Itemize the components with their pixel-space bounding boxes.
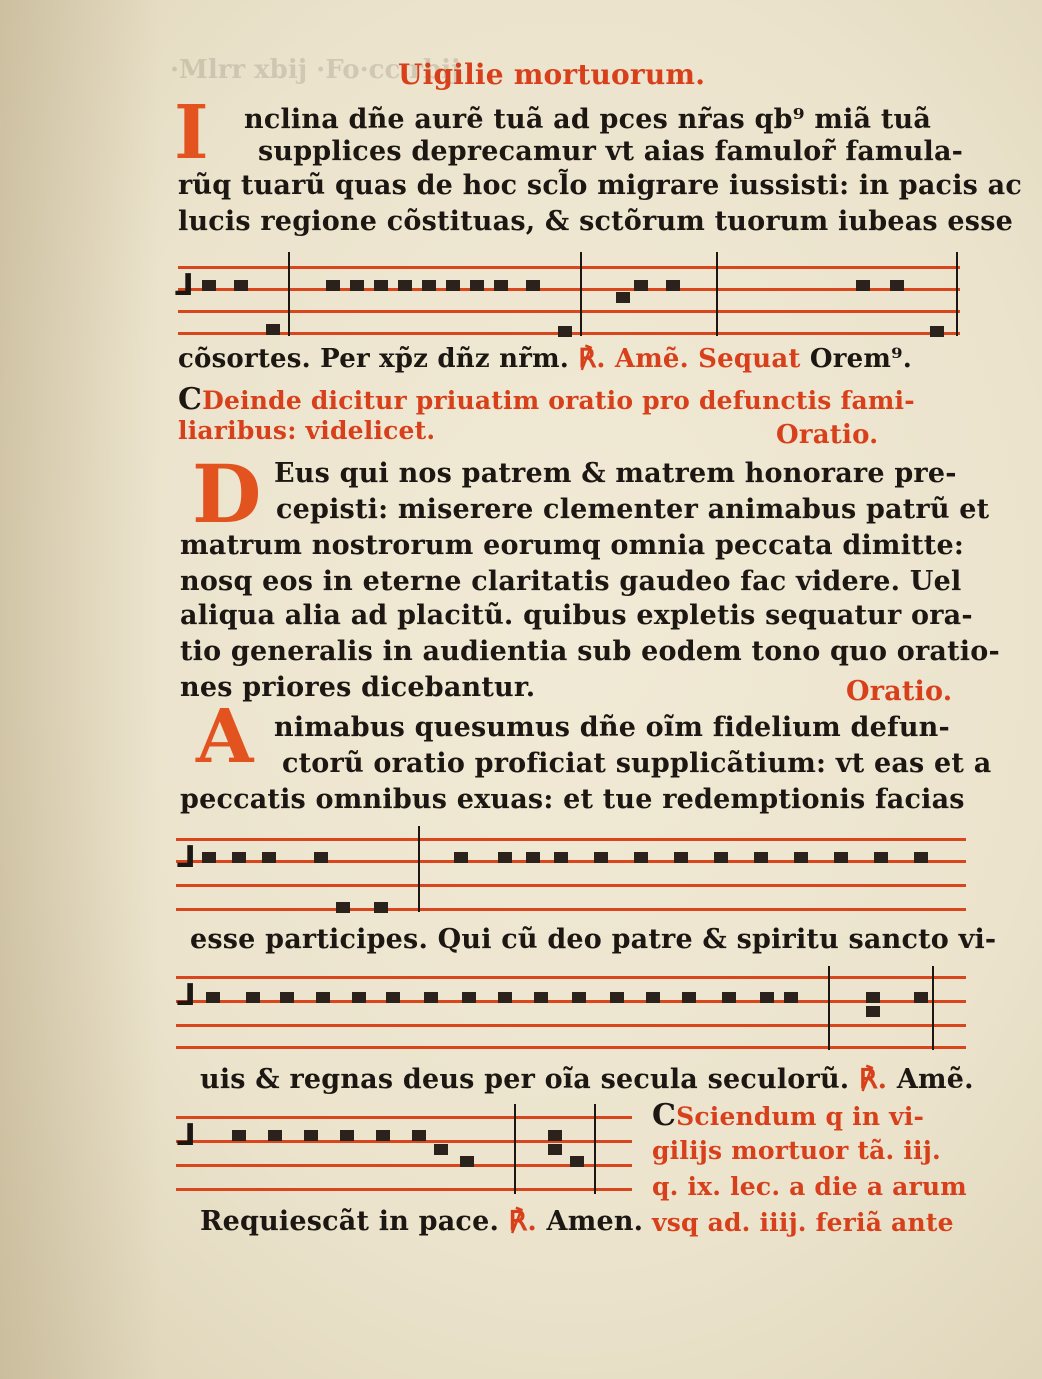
decorated-initial-a: A — [196, 694, 254, 780]
text-line: peccatis omnibus exuas: et tue redemptionis facias — [180, 784, 965, 815]
text-line: esse participes. Qui cũ deo patre & spiritu sancto vi- — [190, 924, 997, 955]
text-line: cõsortes. Per xp̃z dñz nr̃m. — [178, 344, 570, 374]
rubric-text: Sciendum q in vi- — [676, 1102, 925, 1131]
decorated-initial-i: I — [174, 90, 209, 176]
text-line: rũq tuarũ quas de hoc scl̃o migrare iussisti: in pacis ac — [178, 170, 1022, 201]
text-line: lucis regione cõstituas, & sctõrum tuorum iubeas esse — [178, 206, 1013, 237]
rubric-word: Sequat — [698, 344, 801, 374]
page-title: Uigilie mortuorum. — [398, 58, 706, 91]
text-line: Eus qui nos patrem & matrem honorare pre- — [274, 458, 957, 489]
music-staff: ⅃ — [176, 826, 966, 922]
text-line: nclina dñe aurẽ tuã ad pces nr̃as qb⁹ miã tuã — [244, 104, 932, 135]
rubric-heading: Oratio. — [846, 676, 953, 707]
response-mark: ℟. — [508, 1206, 537, 1237]
text-line: supplices deprecamur vt aias famulor̃ famula- — [258, 136, 964, 167]
text-line: nes priores dicebantur. — [180, 672, 536, 703]
bleed-through-folio: ·Mlrr xbij ·Fo·cc rbij — [170, 55, 461, 85]
rubric-line: vsq ad. iiij. feriã ante — [652, 1208, 954, 1237]
music-staff: ⅃ — [178, 252, 960, 352]
text-line: ctorũ oratio proficiat supplicãtium: vt eas et a — [282, 748, 992, 779]
text-word: Orem⁹. — [809, 344, 912, 374]
decorated-initial-d: D — [192, 447, 262, 541]
text-line: aliqua alia ad placitũ. quibus expletis sequatur ora- — [180, 600, 973, 631]
rubric-heading: Oratio. — [776, 420, 879, 450]
rubric-line: q. ix. lec. a die a arum — [652, 1172, 967, 1201]
rubric-line: gilijs mortuor tã. iij. — [652, 1136, 941, 1165]
text-word: Amen. — [546, 1206, 644, 1237]
text-word: Amẽ. — [896, 1064, 974, 1095]
text-line: Requiescãt in pace. — [200, 1206, 500, 1237]
response-mark: ℟. Amẽ. — [578, 344, 689, 374]
text-line: uis & regnas deus per oĩa secula seculorũ. — [200, 1064, 850, 1095]
music-staff: ⅃ — [176, 966, 966, 1062]
rubric-line: CSciendum q in vi- — [652, 1098, 925, 1133]
rubric-line: CDeinde dicitur priuatim oratio pro defunctis fami- — [178, 382, 915, 417]
page-gutter-shadow — [0, 0, 160, 1379]
text-line: cepisti: miserere clementer animabus patrũ et — [276, 494, 990, 525]
text-line: tio generalis in audientia sub eodem tono quo oratio- — [180, 636, 1000, 667]
rubric-line: liaribus: videlicet. — [178, 416, 436, 445]
response-mark: ℟. — [858, 1064, 888, 1095]
rubric-text: Deinde dicitur priuatim oratio pro defunctis fami- — [202, 386, 915, 415]
text-line: nimabus quesumus dñe oĩm fidelium defun- — [274, 712, 950, 743]
music-staff: ⅃ — [176, 1104, 632, 1200]
text-line: nosq eos in eterne claritatis gaudeo fac videre. Uel — [180, 566, 962, 597]
text-line: matrum nostrorum eorumq omnia peccata dimitte: — [180, 530, 965, 561]
